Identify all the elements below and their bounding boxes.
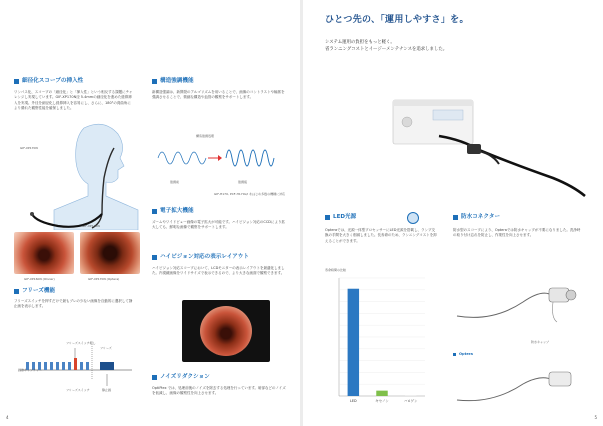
hero-title: ひとつ先の、「運用しやすさ」を。 (325, 15, 469, 25)
page-number-left: 4 (6, 414, 9, 420)
photo-caption-2: GIF-XP170N (Optera) (88, 277, 120, 281)
freeze-label-still: 静止画 (102, 388, 112, 392)
freeze-label-switch: フリーズスイッチ (66, 388, 90, 392)
led-title: LED光源 (325, 214, 356, 222)
hero-subtitle (325, 40, 447, 54)
sec-structure-body: 新構造強調は、新開発のアルゴリズムを用いることで、画像のコントラストや輪郭を強調させることで、微細な構造や血管の観察をサポートします。 (152, 90, 285, 100)
left-page (0, 0, 300, 426)
category-label-2: ハロゲン (403, 399, 418, 403)
wave-left-label: 強調前 (170, 180, 180, 184)
sec-structure-title: 構造強調機能 (152, 78, 194, 86)
scope-model-note: GIF-XP170N (20, 146, 38, 150)
led-chart-label: 寿命時間の比較 (325, 268, 347, 272)
waterproof-cap-label: 防水キャップ (531, 340, 550, 344)
page-number-right: 5 (594, 414, 597, 420)
wave-top-label: 構造強調処理 (196, 134, 215, 138)
bar-0 (348, 289, 359, 396)
scope-label: GIF-XP170N (82, 224, 100, 228)
enhancement-wave-diagram (156, 140, 282, 176)
head-scope-illustration (14, 118, 142, 230)
connector-body: 防水型のスコープにより、Opteraでは防水キャップが不要になりました。洗浄時の取り付け忘れを防止し、作業性を向上させます。 (453, 228, 581, 238)
connector-without-cap-illustration (453, 360, 583, 408)
wave-right-label: 強調後 (238, 180, 248, 184)
sec-hd-layout-title: ハイビジョン対応の表示レイアウト (152, 254, 249, 262)
monitor-screenshot (182, 300, 270, 362)
led-lifetime-chart (325, 274, 435, 414)
right-page (303, 0, 603, 426)
bar-1 (376, 391, 387, 396)
led-badge-icon (407, 212, 419, 224)
connector-with-cap-illustration (453, 262, 583, 334)
optera-tag: Optera (453, 352, 473, 357)
processor-illustration (323, 80, 593, 200)
connector-title: 防水コネクター (453, 214, 500, 222)
endoscopy-photo-1 (14, 232, 74, 274)
sec-zoom-body: ズームやワイドビュー画像の電子拡大が可能です。ハイビジョン対応のCCDにより拡大しても、鮮明な画像で観察をサポートします。 (152, 220, 285, 230)
sec-noise-title: ノイズリダクション (152, 374, 210, 382)
hero-sub-line-2: 省ランニングコストとイージーメンテナンスを追求しました。 (325, 46, 448, 52)
freeze-label-capture: フリーズスイッチ押し (66, 341, 96, 345)
structure-caption: GIF-H170, PCF-H170L/I をはじめ多数の機種に対応 (214, 192, 286, 196)
sec-hd-layout-body: ハイビジョン対応スコープにおいて、LCDモニターの表示レイアウトを最適化しました。内視鏡画像をワイドサイズで表示できるので、より大きな画面で観察できます。 (152, 266, 285, 276)
sec-zoom-title: 電子拡大機能 (152, 208, 194, 216)
bar-2 (405, 395, 416, 396)
category-label-1: キセノン (375, 399, 389, 403)
led-body: Opteraでは、光源一体型プロセッサーにLED光源を搭載し、ランプ交換の手間を大きく削減しました。長寿命のため、ランニングコストを抑えることができます。 (325, 228, 437, 243)
freeze-label-switch-press: 画像キャプチャー (18, 368, 42, 372)
endoscopy-photo-2 (80, 232, 140, 274)
sec-noise-body: OptiPlex では、処理前後のノイズを除去する処理を行っています。暗部などのノイズを低減し、画像の観察性を向上させます。 (152, 386, 286, 396)
hero-sub-line-1: システム運用の負担をもっと軽く。 (325, 40, 395, 45)
photo-caption-1: GIF-XP160N (Olivier) (24, 277, 55, 281)
sec-freeze-body: フリーズスイッチを押すだけで最もブレの少ない画像を自動的に選択して静止画を表示します。 (14, 299, 133, 309)
sec-thin-scope-title: 細径化スコープの挿入性 (14, 78, 83, 86)
sec-thin-scope-body: ワンパス化、スコープの「細径化」と「挿入性」という相反する課題にチャレンジし実現しています。GIF-XP170N径 5.4mmの細径化を進めた経鼻挿入を実現。外径を細径化し経鼻挿入を容易にし、さらに、180°の湾曲角により優れた観察性能を確保しました。 (14, 90, 133, 110)
category-label-0: LED (350, 399, 357, 403)
freeze-label-freeze: フリーズ (100, 346, 112, 350)
sec-freeze-title: フリーズ機能 (14, 288, 55, 296)
